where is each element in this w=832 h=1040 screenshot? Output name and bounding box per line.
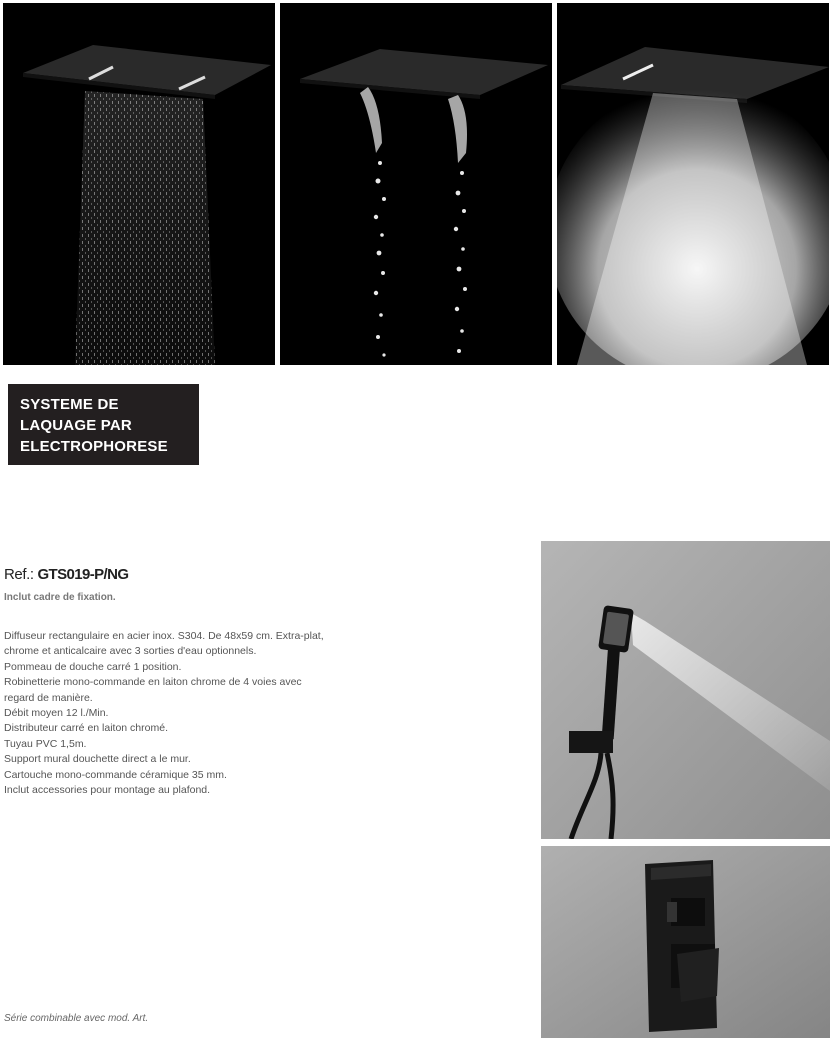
waterfall-shower-photo (280, 3, 552, 365)
badge-line-2: LAQUAGE PAR (20, 417, 132, 434)
ref-prefix: Ref.: (4, 566, 38, 583)
description-line: Cartouche mono-commande céramique 35 mm. (4, 768, 227, 781)
hand-shower-photo (541, 541, 830, 839)
ref-code: GTS019-P/NG (37, 566, 129, 583)
description-line: chrome et anticalcaire avec 3 sorties d'eau optionnels. (4, 645, 257, 658)
badge-line-3: ELECTROPHORESE (20, 438, 168, 455)
description-line: Robinetterie mono-commande en laiton chrome de 4 voies avec (4, 676, 302, 689)
description-line: Support mural douchette direct a le mur. (4, 753, 191, 766)
product-description (4, 629, 364, 798)
description-line: Diffuseur rectangulaire en acier inox. S304. De 48x59 cm. Extra-plat, (4, 630, 324, 642)
product-reference (4, 566, 128, 583)
electrophoresis-badge (8, 384, 199, 465)
includes-note: Inclut cadre de fixation. (4, 592, 116, 603)
description-line: regard de manière. (4, 691, 93, 704)
badge-line-1: SYSTEME DE (20, 396, 119, 413)
rain-shower-photo (3, 3, 275, 365)
description-line: Tuyau PVC 1,5m. (4, 737, 87, 750)
description-line: Inclut accessories pour montage au plafond. (4, 784, 211, 797)
description-line: Distributeur carré en laiton chromé. (4, 722, 168, 735)
mist-shower-photo (557, 3, 829, 365)
mixer-valve-photo (541, 846, 830, 1038)
description-line: Débit moyen 12 l./Min. (4, 707, 109, 720)
description-line: Pommeau de douche carré 1 position. (4, 660, 182, 673)
series-note: Série combinable avec mod. Art. (4, 1013, 149, 1024)
